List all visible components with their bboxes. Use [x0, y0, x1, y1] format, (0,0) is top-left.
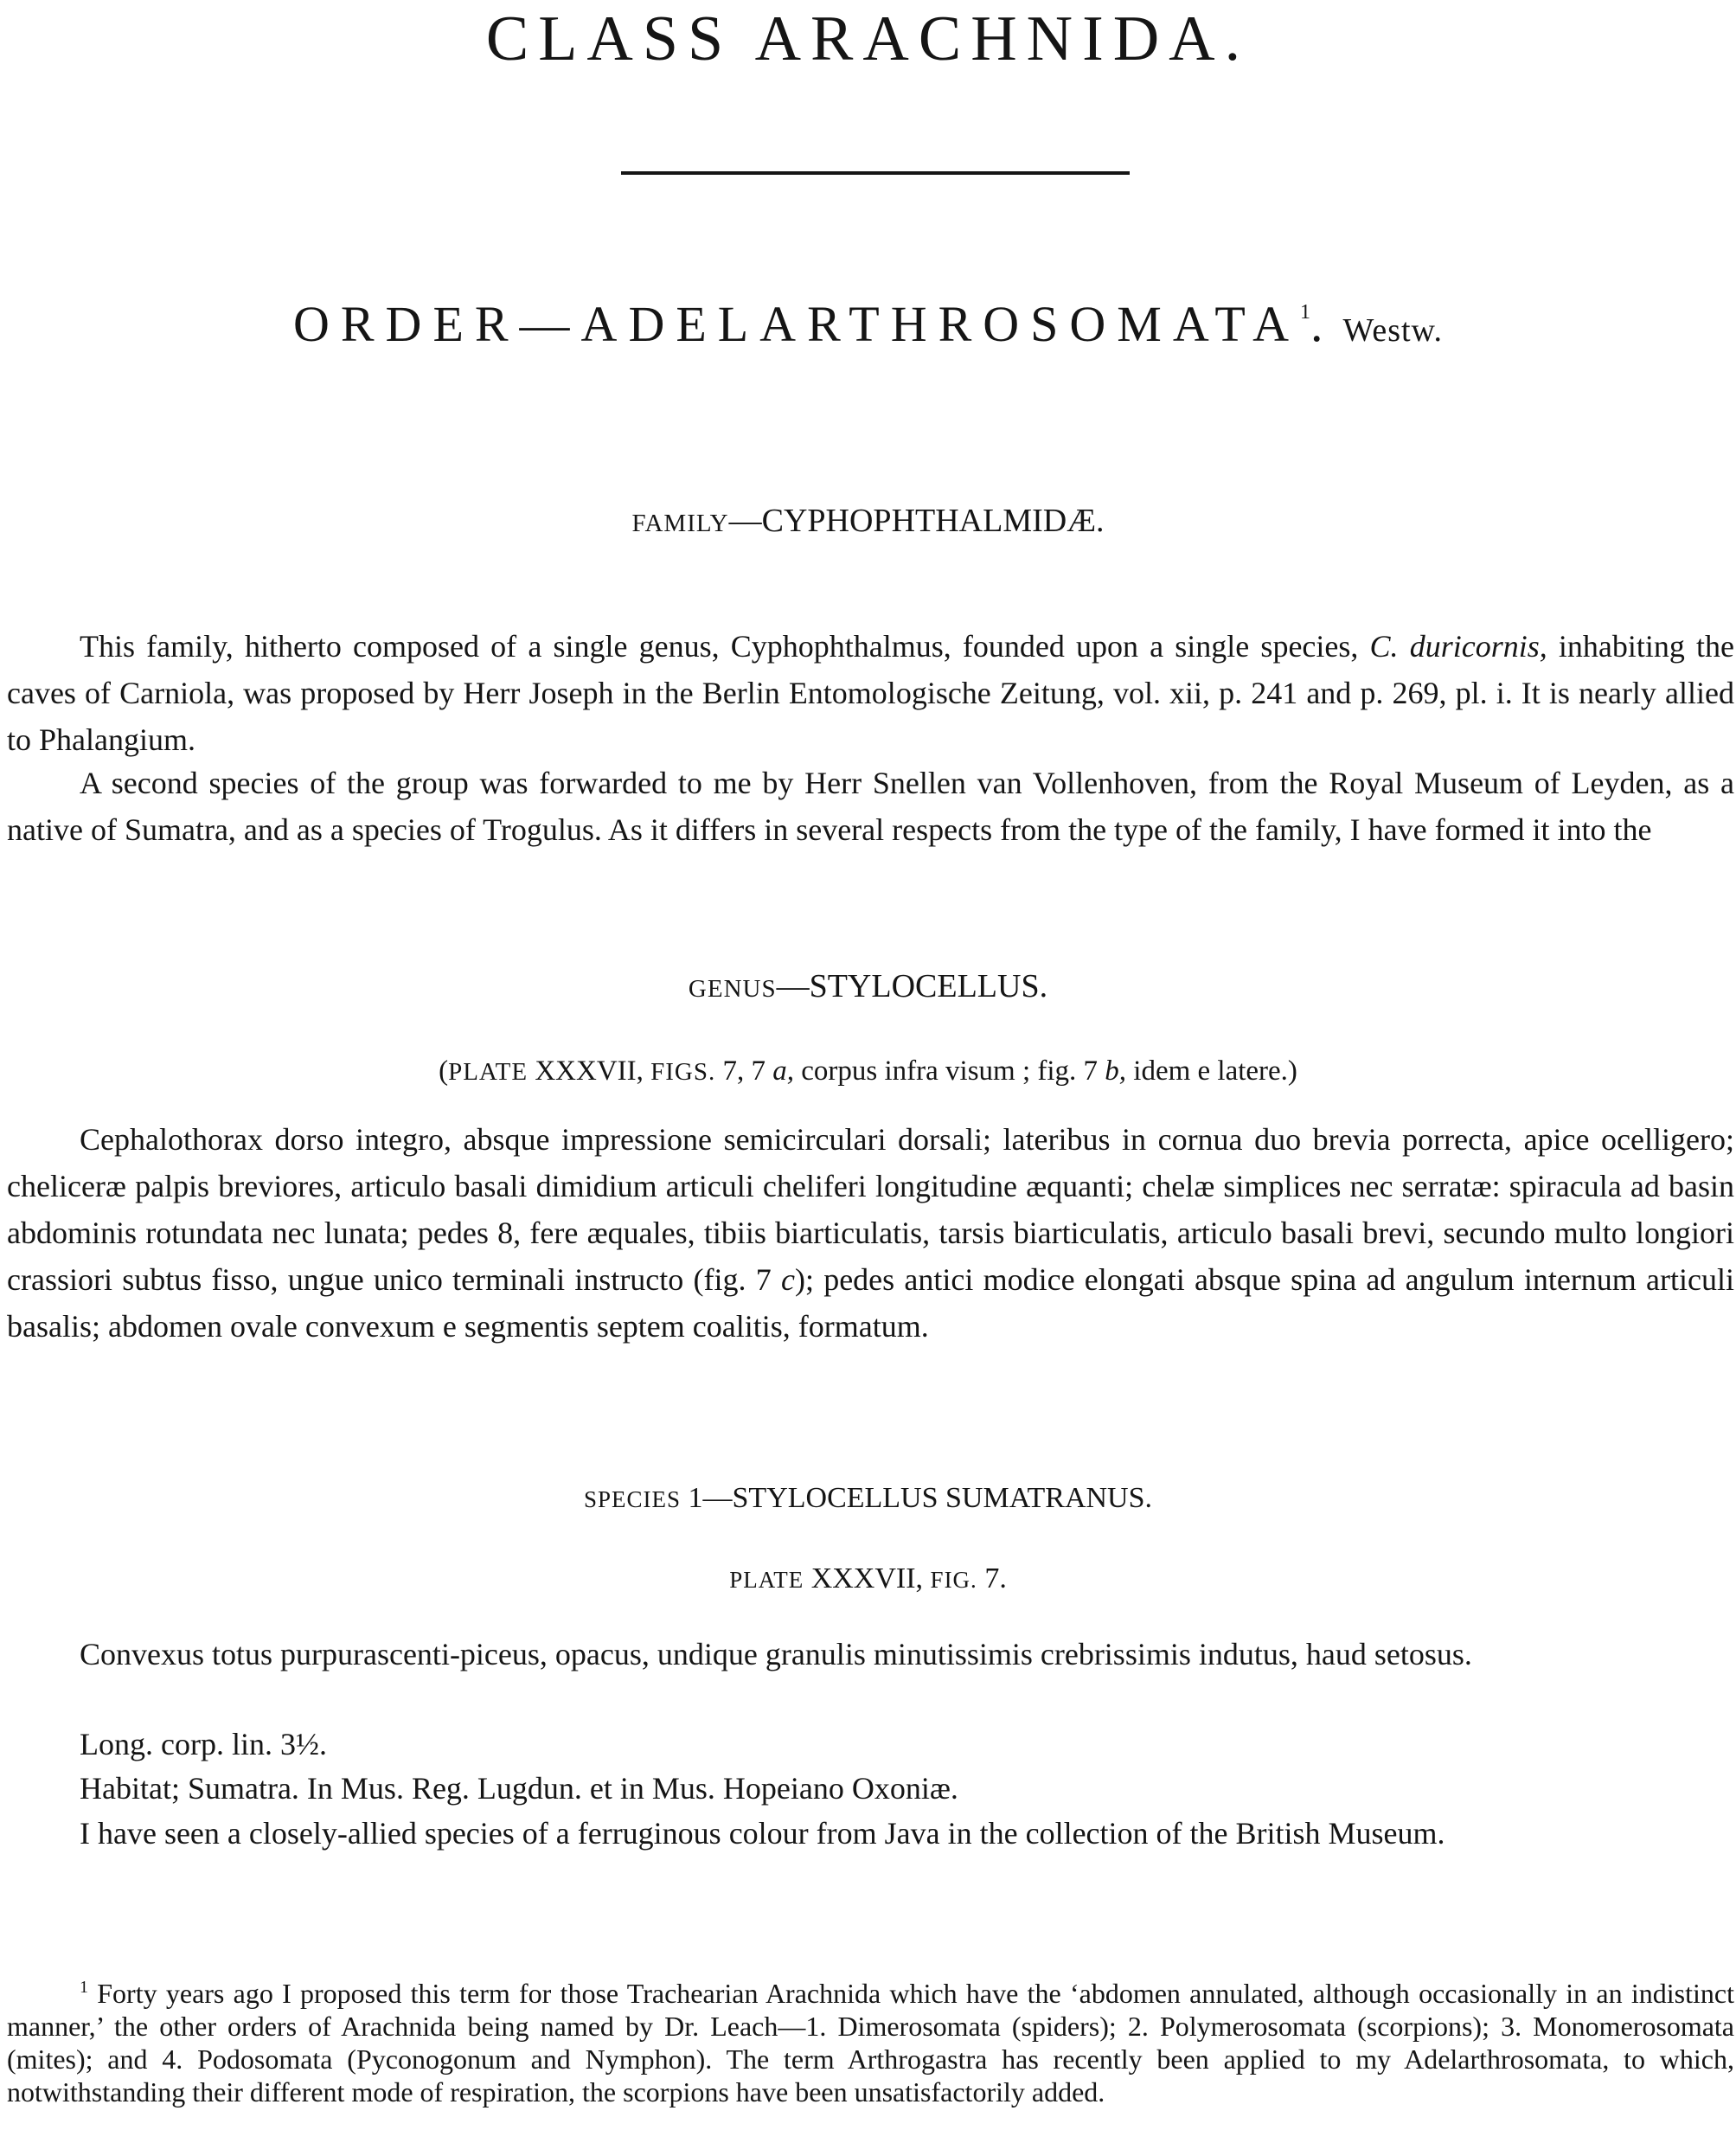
species-name: 1—STYLOCELLUS SUMATRANUS.	[681, 1482, 1153, 1514]
footnote	[7, 1971, 1734, 2108]
plate-ref-italic-a: a,	[772, 1055, 794, 1087]
genus-heading	[0, 970, 1736, 1003]
species-label: SPECIES	[583, 1486, 682, 1512]
species-plate-reference	[0, 1564, 1736, 1594]
species-fig-label: FIG.	[930, 1567, 977, 1593]
title-rule	[621, 171, 1130, 175]
genus-desc-text-b: ); pedes antici modice elongati absque spina ad angulum internum articuli basalis; abdomen ovale convexum e segmentis septem coalitis, formatum.	[7, 1262, 1734, 1344]
intro-italic-species: C. duricornis,	[1369, 629, 1547, 664]
java-note: I have seen a closely-allied species of a ferruginous colour from Java in the collection of the British Museum.	[80, 1816, 1445, 1851]
intro-text-b: inhabiting the caves of Carniola, was proposed by Herr Joseph in the Berlin Entomologische Zeitung, vol. xii, p. 241 and p. 269, pl. i. It is nearly allied to Phalangium.	[7, 629, 1735, 757]
body-length: Long. corp. lin. 3½.	[80, 1727, 327, 1761]
genus-desc-text-a: Cephalothorax dorso integro, absque impressione semicirculari dorsali; lateribus in cornua duo brevia porrecta, apice ocelligero; cheliceræ palpis breviores, articulo basali dimidium articuli cheliferi longitudine æquanti; chelæ simplices nec serratæ: spiracula ad basin abdominis rotundata nec lunata; pedes 8, fere æquales, tibiis biarticulatis, tarsis biarticulatis, articulo basali brevi, secundo multo longiori crassiori subtus fisso, ungue unico terminali instructo (fig. 7	[7, 1122, 1734, 1297]
intro-text-a: This family, hitherto composed of a single genus, Cyphophthalmus, founded upon a single species,	[80, 629, 1370, 664]
footnote-number: 1	[80, 1978, 88, 1997]
second-paragraph: A second species of the group was forwarded to me by Herr Snellen van Vollenhoven, from the Royal Museum of Leyden, as a native of Sumatra, and as a species of Trogulus. As it differs in several respects from the type of the family, I have formed it into the	[7, 766, 1734, 847]
plate-ref-plate-label: PLATE	[448, 1058, 528, 1086]
species-heading	[0, 1484, 1736, 1513]
order-title	[0, 296, 1736, 352]
genus-description	[7, 1116, 1734, 1350]
class-title: CLASS ARACHNIDA.	[485, 3, 1251, 74]
species-fig-number: 7.	[977, 1562, 1007, 1594]
order-period: .	[1310, 296, 1335, 352]
plate-ref-text-a: 7, 7	[715, 1055, 773, 1087]
genus-name: —STYLOCELLUS.	[776, 968, 1048, 1004]
plate-ref-text-b: corpus infra visum ; fig. 7	[794, 1055, 1105, 1087]
plate-ref-figs-label: FIGS.	[650, 1058, 716, 1086]
genus-label: GENUS	[688, 975, 777, 1003]
habitat-line: Habitat; Sumatra. In Mus. Reg. Lugdun. et in Mus. Hopeiano Oxoniæ.	[80, 1771, 958, 1806]
plate-reference	[0, 1057, 1736, 1086]
plate-ref-number: XXXVII,	[528, 1055, 651, 1087]
plate-ref-italic-b: b,	[1105, 1055, 1127, 1087]
species-description: Convexus totus purpurascenti-piceus, opacus, undique granulis minutissimis crebrissimis indutus, haud setosus.	[80, 1637, 1472, 1671]
family-heading	[0, 504, 1736, 537]
footnote-text: Forty years ago I proposed this term for those Trachearian Arachnida which have the ‘abdomen annulated, although occasionally in an indistinct manner,’ the other orders of Arachnida being named by Dr. Leach—1. Dimerosomata (spiders); 2. Polymerosomata (scorpions); 3. Monomerosomata (mites); and 4. Podosomata (Pyconogonum and Nymphon). The term Arthrogastra has recently been applied to my Adelarthrosomata, to which, notwithstanding their different mode of respiration, the scorpions have been unsatisfactorily added.	[7, 1978, 1734, 2108]
family-name: —CYPHOPHTHALMIDÆ.	[728, 503, 1105, 539]
order-name: ORDER—ADELARTHROSOMATA	[292, 296, 1300, 352]
family-label: FAMILY	[631, 510, 729, 537]
plate-ref-text-c: idem e latere.)	[1126, 1055, 1297, 1087]
intro-paragraph	[7, 623, 1734, 763]
species-plate-number: XXXVII,	[804, 1562, 931, 1594]
genus-desc-italic: c	[780, 1262, 795, 1297]
species-plate-label: PLATE	[729, 1567, 804, 1593]
plate-ref-open: (	[439, 1055, 449, 1087]
footnote-mark: 1	[1300, 301, 1310, 324]
order-author: Westw.	[1342, 312, 1444, 349]
